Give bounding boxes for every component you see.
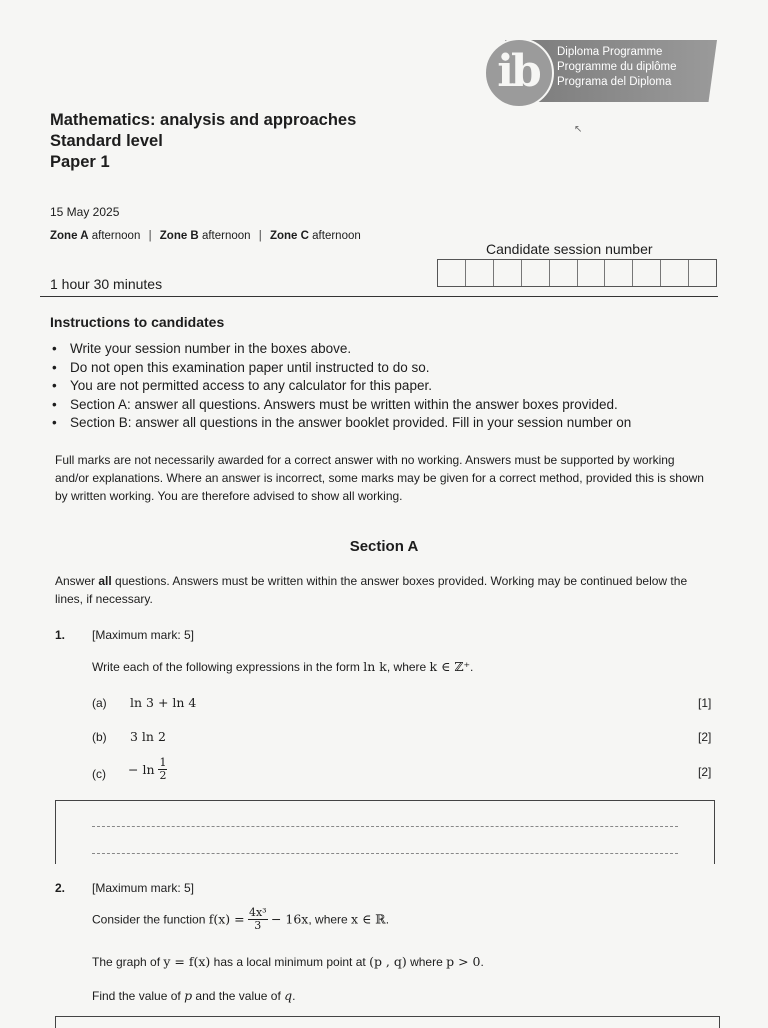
instruction-item: • Section B: answer all questions in the answer booklet provided. Fill in your session number on — [50, 414, 730, 433]
mouse-cursor-icon: ↖ — [574, 124, 583, 135]
question-1-number: 1. — [55, 628, 66, 642]
intro-text: Answer — [55, 574, 99, 588]
session-digit-box[interactable] — [689, 260, 716, 286]
q2-text: and the value of — [192, 989, 285, 1003]
question-1-prompt — [92, 659, 473, 674]
exam-title-block — [50, 110, 356, 173]
question-2-max-mark: [Maximum mark: 5] — [92, 881, 195, 895]
exam-duration: 1 hour 30 minutes — [50, 276, 163, 292]
q2-math: y = f(x) — [163, 954, 211, 969]
session-digit-box[interactable] — [550, 260, 578, 286]
subject-title: Mathematics: analysis and approaches — [50, 111, 357, 129]
session-digit-box[interactable] — [633, 260, 661, 286]
session-number-boxes[interactable] — [437, 259, 717, 287]
q2-text: , where — [308, 912, 352, 927]
zone-b-label: Zone B — [159, 230, 199, 242]
instruction-item: • Write your session number in the boxes above. — [50, 340, 730, 359]
part-b-expression: 3 ln 2 — [130, 729, 166, 744]
instruction-item: • Section A: answer all questions. Answers must be written within the answer boxes provided. — [50, 396, 730, 415]
q2-text: . — [292, 989, 296, 1003]
answer-line — [92, 853, 678, 854]
zone-c-label: Zone C — [269, 230, 309, 242]
question-2-answer-box[interactable] — [55, 1016, 720, 1028]
ib-logo-text — [557, 45, 677, 90]
zone-separator: | — [148, 230, 152, 242]
intro-text: questions. Answers must be written within the answer boxes provided. Working may be continued below the lines, if necessary. — [55, 574, 688, 606]
zone-a-label: Zone A — [50, 230, 89, 242]
fraction-numerator: 4x³ — [248, 906, 267, 919]
answer-line — [92, 826, 678, 827]
q2-math: p — [184, 988, 193, 1003]
session-digit-box[interactable] — [494, 260, 522, 286]
question-1-max-mark: [Maximum mark: 5] — [92, 628, 195, 642]
section-a-heading: Section A — [349, 538, 419, 555]
header-divider — [40, 296, 718, 297]
logo-line-es: Programa del Diploma — [557, 76, 672, 88]
q2-math: q — [284, 988, 293, 1003]
zone-separator: | — [258, 230, 262, 242]
part-a-label: (a) — [92, 696, 107, 710]
q2-text: where — [406, 955, 447, 969]
instructions-heading: Instructions to candidates — [50, 314, 225, 330]
question-2-line-1 — [92, 907, 389, 932]
instruction-item: • Do not open this examination paper until instructed to do so. — [50, 359, 730, 378]
fraction-denominator: 3 — [254, 919, 262, 932]
ib-logo-icon: ib — [497, 46, 539, 97]
part-b-label: (b) — [92, 730, 107, 744]
prompt-math: ln k — [363, 659, 387, 674]
q2-domain: x ∈ ℝ — [351, 911, 386, 927]
session-digit-box[interactable] — [466, 260, 494, 286]
part-b-mark: [2] — [698, 730, 712, 744]
zone-c-time: afternoon — [312, 230, 361, 242]
part-c-mark: [2] — [698, 765, 712, 779]
fraction-denominator: 2 — [159, 769, 167, 782]
prompt-text: Write each of the following expressions in the form — [92, 660, 364, 674]
part-a-mark: [1] — [698, 696, 712, 710]
session-digit-box[interactable] — [438, 260, 466, 286]
q2-function-lhs: f(x) = — [208, 911, 245, 927]
exam-date: 15 May 2025 — [50, 205, 120, 219]
question-2-number: 2. — [55, 881, 66, 895]
instructions-list — [50, 340, 730, 433]
fraction-numerator: 1 — [159, 756, 167, 769]
session-digit-box[interactable] — [605, 260, 633, 286]
section-a-intro — [55, 572, 705, 608]
q2-text: . — [480, 955, 484, 969]
session-digit-box[interactable] — [522, 260, 550, 286]
q2-fraction — [248, 907, 268, 932]
q2-math: (p , q) — [369, 954, 407, 969]
session-digit-box[interactable] — [661, 260, 689, 286]
fraction — [158, 757, 167, 782]
question-1-answer-box[interactable] — [55, 800, 715, 864]
prompt-text: , where — [386, 660, 430, 674]
logo-line-fr: Programme du diplôme — [557, 61, 677, 73]
q2-math: p > 0 — [446, 954, 481, 969]
prompt-text: . — [470, 660, 474, 674]
q2-function-rest: − 16x — [270, 911, 309, 927]
session-number-label: Candidate session number — [486, 241, 653, 257]
q2-text: Consider the function — [92, 912, 209, 927]
q2-text: . — [385, 912, 390, 927]
q2-text: has a local minimum point at — [210, 955, 370, 969]
working-note: Full marks are not necessarily awarded for a correct answer with no working. Answers must be supported by working and/or explanations. Where an answer is incorrect, some marks may be given for a correct method, provided this is shown by written working. You are therefore advised to show all working. — [55, 453, 704, 503]
logo-line-en: Diploma Programme — [557, 46, 663, 58]
instruction-item: • You are not permitted access to any calculator for this paper. — [50, 377, 730, 396]
part-c-prefix: − ln — [128, 762, 155, 777]
level-title: Standard level — [50, 132, 163, 150]
zone-times — [50, 230, 361, 242]
q2-text: Find the value of — [92, 989, 185, 1003]
zone-a-time: afternoon — [91, 230, 141, 242]
question-2-line-3 — [92, 988, 296, 1003]
paper-title: Paper 1 — [50, 153, 110, 171]
intro-bold: all — [98, 574, 112, 588]
session-digit-box[interactable] — [578, 260, 606, 286]
part-a-expression: ln 3 + ln 4 — [130, 695, 197, 710]
prompt-math: k ∈ ℤ⁺ — [429, 659, 471, 674]
q2-text: The graph of — [92, 955, 164, 969]
question-2-line-2 — [92, 954, 484, 969]
part-c-label: (c) — [92, 767, 106, 781]
zone-b-time: afternoon — [201, 230, 251, 242]
part-c-expression — [128, 757, 167, 782]
